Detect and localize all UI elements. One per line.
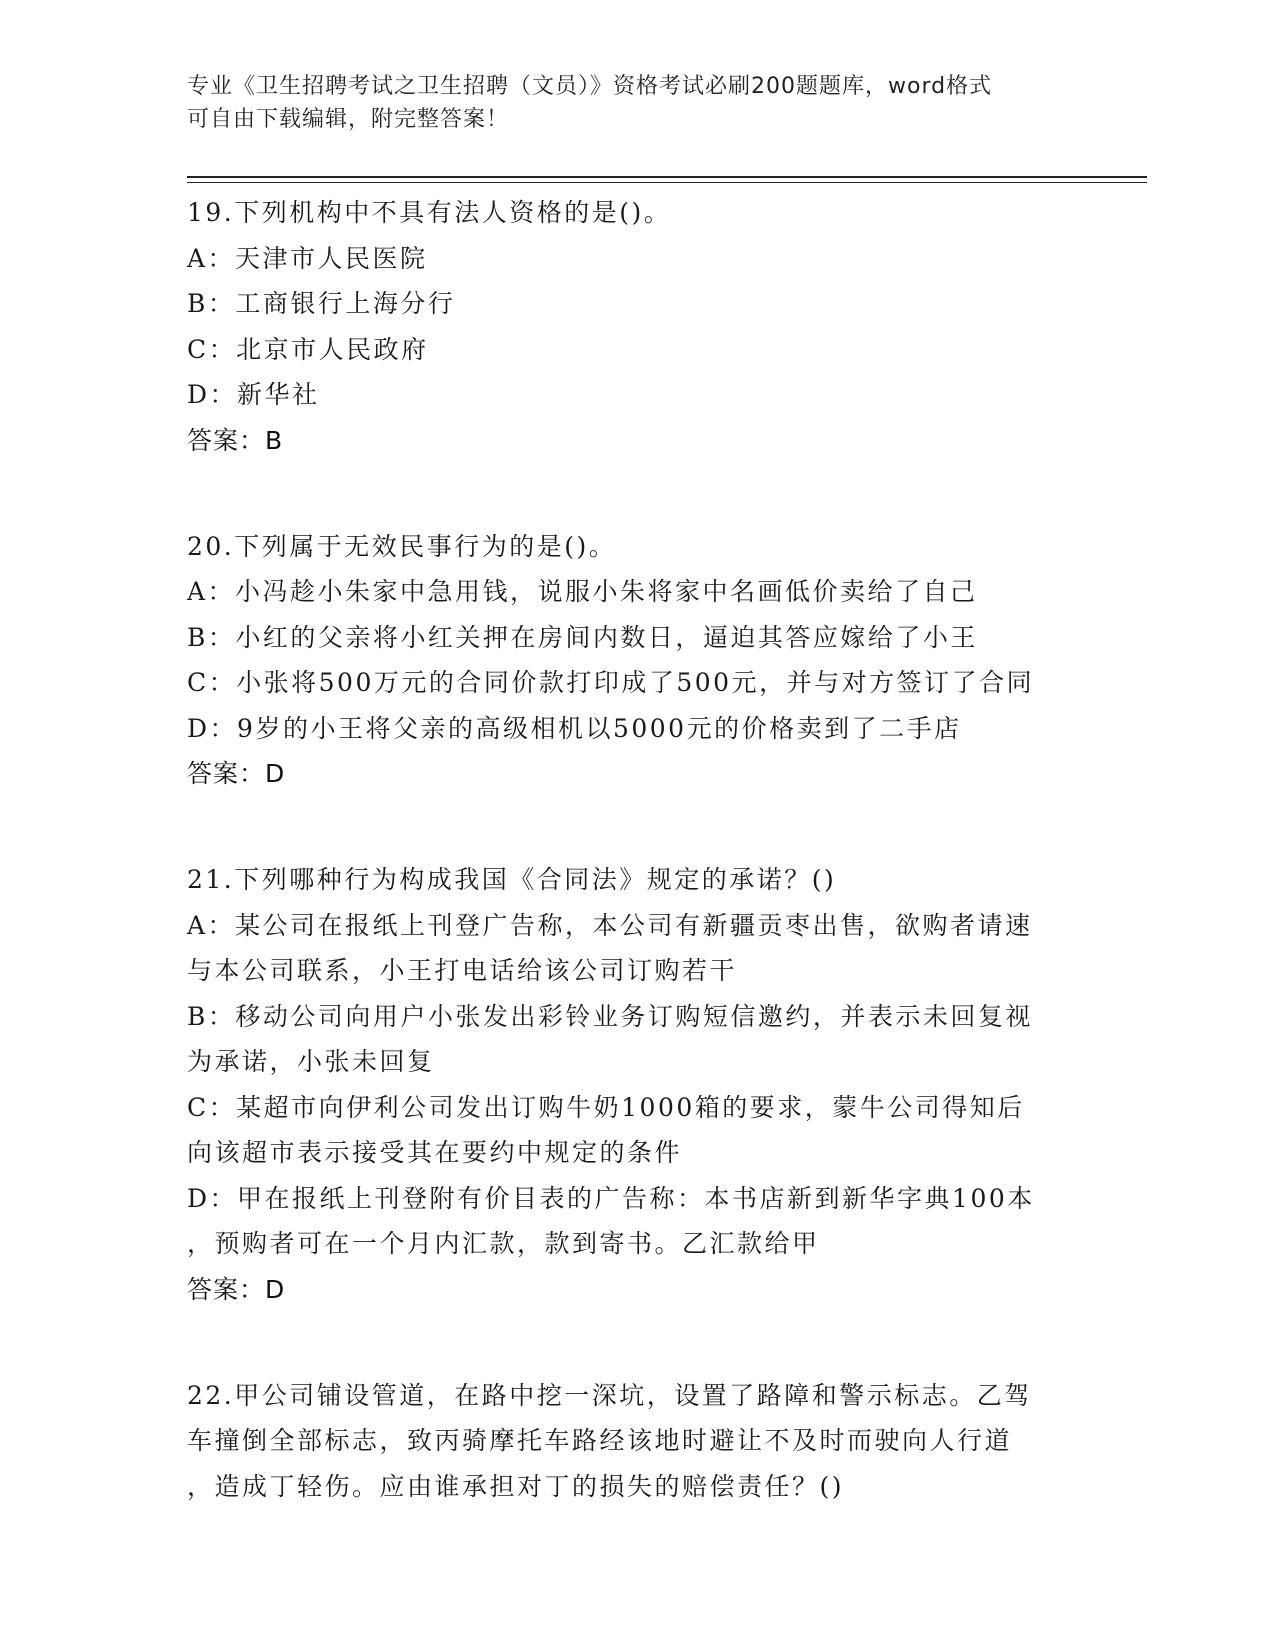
question-spacer [187, 842, 1077, 857]
question-spacer [187, 509, 1077, 524]
option-a: A：某公司在报纸上刊登广告称，本公司有新疆贡枣出售，欲购者请速 [187, 910, 1033, 940]
header-line-1: 专业《卫生招聘考试之卫生招聘（文员）》资格考试必刷200题题库，word格式 [187, 74, 993, 99]
question-stem-line-2: 车撞倒全部标志，致丙骑摩托车路经该地时避让不及时而驶向人行道 [187, 1426, 1013, 1455]
answer-line: 答案：D [187, 759, 286, 788]
question-20 [187, 524, 1077, 797]
question-stem: 21.下列哪种行为构成我国《合同法》规定的承诺？() [187, 865, 837, 894]
question-19 [187, 190, 1077, 463]
question-stem: 19.下列机构中不具有法人资格的是()。 [187, 198, 672, 227]
document-header [187, 70, 1067, 136]
header-line-2: 可自由下载编辑，附完整答案！ [187, 107, 510, 132]
question-spacer [187, 1358, 1077, 1373]
question-stem-line-3: ，造成丁轻伤。应由谁承担对丁的损失的赔偿责任？() [187, 1471, 845, 1501]
option-b: B：小红的父亲将小红关押在房间内数日，逼迫其答应嫁给了小王 [187, 622, 978, 652]
option-d-continued: ，预购者可在一个月内汇款，款到寄书。乙汇款给甲 [187, 1229, 820, 1258]
option-c: C：小张将500万元的合同价款打印成了500元，并与对方签订了合同 [187, 668, 1035, 697]
header-divider-thick [187, 176, 1147, 178]
option-b: B：移动公司向用户小张发出彩铃业务订购短信邀约，并表示未回复视 [187, 1001, 1033, 1031]
option-d: D：新华社 [187, 380, 320, 409]
option-b-continued: 为承诺，小张未回复 [187, 1047, 435, 1076]
option-d: D：9岁的小王将父亲的高级相机以5000元的价格卖到了二手店 [187, 713, 962, 743]
option-c: C：某超市向伊利公司发出订购牛奶1000箱的要求，蒙牛公司得知后 [187, 1092, 1025, 1122]
option-a: A：天津市人民医院 [187, 243, 428, 273]
question-stem-line-1: 22.甲公司铺设管道，在路中挖一深坑，设置了路障和警示标志。乙驾 [187, 1380, 1032, 1410]
option-c-continued: 向该超市表示接受其在要约中规定的条件 [187, 1138, 683, 1167]
option-b: B：工商银行上海分行 [187, 289, 456, 318]
question-spacer [187, 797, 1077, 843]
answer-line: 答案：D [187, 1274, 286, 1304]
question-spacer [187, 463, 1077, 509]
question-22 [187, 1373, 1077, 1510]
question-stem: 20.下列属于无效民事行为的是()。 [187, 531, 617, 561]
option-c: C：北京市人民政府 [187, 334, 429, 364]
option-a: A：小冯趁小朱家中急用钱，说服小朱将家中名画低价卖给了自己 [187, 577, 978, 606]
question-spacer [187, 1312, 1077, 1358]
option-d: D：甲在报纸上刊登附有价目表的广告称：本书店新到新华字典100本 [187, 1183, 1035, 1213]
answer-line: 答案：B [187, 425, 284, 455]
option-a-continued: 与本公司联系，小王打电话给该公司订购若干 [187, 956, 738, 985]
header-divider-thin [187, 182, 1147, 183]
question-list [187, 190, 1077, 1509]
question-21 [187, 857, 1077, 1312]
